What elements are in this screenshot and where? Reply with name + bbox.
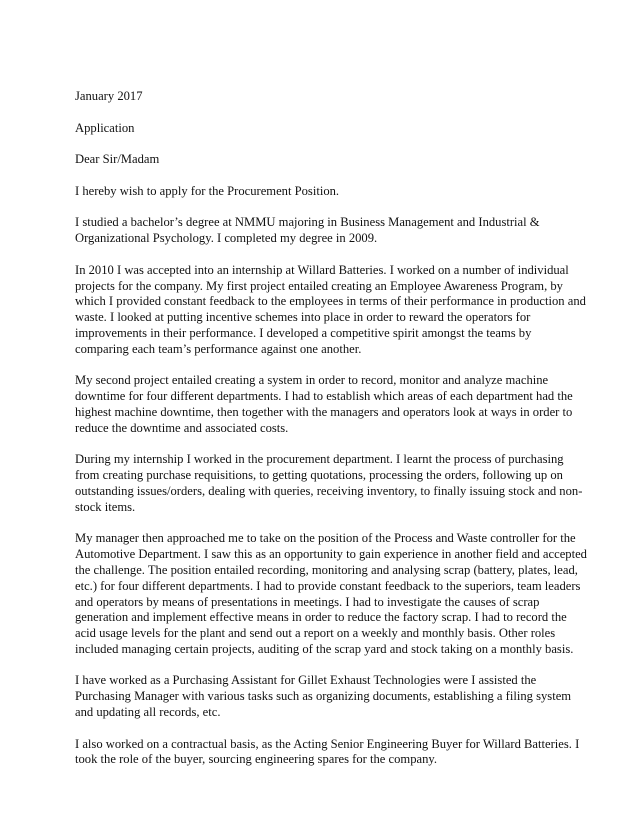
paragraph-line: I also worked on a contractual basis, as the Acting Senior Engineering Buyer for Willard Batteries. I (75, 736, 580, 751)
paragraph-line: outstanding issues/orders, dealing with queries, receiving inventory, to finally issuing stock and non- (75, 483, 583, 498)
paragraph-line: projects for the company. My first project entailed creating an Employee Awareness Program, by (75, 278, 563, 293)
paragraph-line: generation and implement effective means in order to reduce the factory scrap. I had to record the (75, 610, 567, 625)
paragraph-line: My manager then approached me to take on the position of the Process and Waste controller for the (75, 531, 576, 546)
paragraph-line: included managing certain projects, auditing of the scrap yard and stock taking on a monthly basis. (75, 641, 574, 656)
paragraph-line: My second project entailed creating a system in order to record, monitor and analyze machine (75, 373, 549, 388)
paragraph-line: and updating all records, etc. (75, 705, 221, 720)
paragraph-line: During my internship I worked in the procurement department. I learnt the process of purchasing (75, 452, 564, 467)
letter-paragraph (75, 736, 580, 769)
paragraph-line: took the role of the buyer, sourcing engineering spares for the company. (75, 752, 438, 767)
paragraph-line: the challenge. The position entailed recording, monitoring and analysing scrap (battery, plates, lead, (75, 562, 578, 577)
paragraph-line: and operators by means of presentations in meetings. I had to investigate the causes of scrap (75, 594, 540, 609)
letter-paragraph (75, 673, 575, 720)
paragraph-line: improvements in their performance. I developed a competitive spirit amongst the teams by (75, 325, 532, 340)
letter-salutation: Dear Sir/Madam (75, 152, 160, 167)
paragraph-line: Automotive Department. I saw this as an opportunity to gain experience in another field and accepted (75, 547, 587, 562)
paragraph-line: reduce the downtime and associated costs. (75, 420, 289, 435)
letter-paragraphs (75, 183, 587, 768)
paragraph-line: Organizational Psychology. I completed my degree in 2009. (75, 231, 378, 246)
paragraph-line: I hereby wish to apply for the Procurement Position. (75, 183, 340, 198)
paragraph-line: I have worked as a Purchasing Assistant for Gillet Exhaust Technologies were I assisted the (75, 673, 537, 688)
paragraph-line: acid usage levels for the plant and send out a report on a weekly and monthly basis. Other roles (75, 626, 556, 641)
letter-paragraph (75, 184, 575, 200)
paragraph-line: In 2010 I was accepted into an internship at Willard Batteries. I worked on a number of individual (75, 262, 569, 277)
letter-paragraph (75, 452, 583, 515)
letter-date: January 2017 (75, 89, 143, 103)
paragraph-line: comparing each team’s performance against one another. (75, 341, 362, 356)
paragraph-line: Purchasing Manager with various tasks such as organizing documents, establishing a filing system (75, 689, 572, 704)
letter-body (75, 89, 587, 784)
letter-paragraph (75, 373, 575, 436)
paragraph-line: which I provided constant feedback to the employees in terms of their performance in production and (75, 294, 586, 309)
letter-subject: Application (75, 120, 135, 135)
letter-paragraph (75, 215, 575, 247)
paragraph-line: highest machine downtime, then together with the managers and operators look at ways in order to (75, 404, 573, 419)
letter-paragraph (75, 262, 586, 358)
letter-paragraph (75, 531, 587, 657)
paragraph-line: downtime for four different departments. I had to establish which areas of each department had the (75, 389, 573, 404)
paragraph-line: etc.) for four different departments. I had to provide constant feedback to the superiors, team leaders (75, 578, 581, 593)
paragraph-line: I studied a bachelor’s degree at NMMU majoring in Business Management and Industrial & (75, 215, 540, 230)
paragraph-line: from creating purchase requisitions, to getting quotations, processing the orders, following up on (75, 468, 563, 483)
paragraph-line: stock items. (75, 499, 136, 514)
paragraph-line: waste. I looked at putting incentive schemes into place in order to reward the operators for (75, 310, 531, 325)
